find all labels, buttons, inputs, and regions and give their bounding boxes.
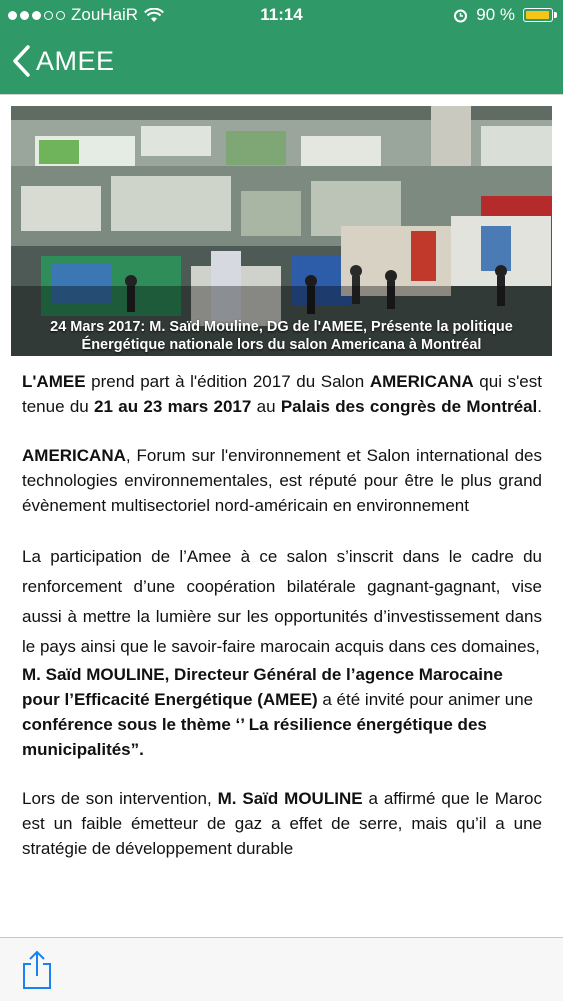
text-run: . — [537, 397, 542, 416]
alarm-clock-icon — [453, 8, 468, 23]
carrier-name: ZouHaiR — [71, 5, 139, 24]
text-run: , Forum sur l'environnement et Salon international des technologies environnementales, est réputé pour être le plus grand évènement multisectoriel nord-américain en environnement — [22, 446, 542, 515]
event-name: AMERICANA — [369, 372, 474, 391]
conference-theme: conférence sous le thème ‘’ La résilience énergétique des municipalités”. — [22, 715, 487, 759]
article-photo — [11, 106, 552, 356]
battery-percent: 90 % — [476, 5, 515, 24]
event-venue: Palais des congrès de Montréal — [280, 397, 538, 416]
share-icon — [20, 950, 54, 990]
status-time: 11:14 — [260, 5, 303, 24]
article-body — [22, 369, 542, 861]
photo-caption: 24 Mars 2017: M. Saïd Mouline, DG de l'AMEE, Présente la politique Énergétique nationale lors du salon Americana à Montréal — [50, 319, 513, 353]
share-button[interactable] — [20, 950, 54, 995]
article-paragraph-4 — [22, 662, 542, 762]
text-run: Lors de son intervention, — [22, 789, 218, 808]
status-bar — [0, 0, 563, 30]
article-paragraph-2 — [22, 443, 542, 518]
article-paragraph-3: La participation de l’Amee à ce salon s’inscrit dans le cadre du renforcement d’une coopération bilatérale gagnant-gagnant, vise aussi à mettre la lumière sur les opportunités d’investissement dans le pays ainsi que le savoir-faire marocain acquis dans ces domaines, — [22, 547, 542, 656]
back-button-label: AMEE — [36, 45, 115, 76]
speaker-name: M. Saïd MOULINE — [217, 789, 363, 808]
bottom-toolbar — [0, 937, 563, 1001]
event-name: AMERICANA — [22, 446, 126, 465]
text-run: prend part à l'édition 2017 du Salon — [85, 372, 370, 391]
event-dates: 21 au 23 mars 2017 — [94, 397, 252, 416]
article-paragraph-5 — [22, 786, 542, 861]
battery-icon — [523, 8, 553, 22]
article-paragraph-1 — [22, 369, 542, 419]
text-run: au — [251, 397, 281, 416]
back-button[interactable] — [10, 44, 115, 78]
app-header — [0, 0, 563, 95]
text-run: a affirmé que le Maroc est un faible émetteur de gaz a effet de serre, mais qu’il a une stratégie de développement durable — [22, 789, 542, 858]
speaker-title: M. Saïd MOULINE, Directeur Général de l’agence Marocaine pour l’Efficacité Energétique (AMEE) — [22, 665, 503, 709]
text-run: qui s'est tenue du — [22, 372, 542, 416]
status-right — [453, 5, 553, 25]
navigation-bar — [0, 40, 563, 84]
org-name: L'AMEE — [22, 372, 86, 391]
chevron-left-icon — [10, 44, 32, 78]
text-run: a été invité pour animer une — [317, 690, 534, 709]
